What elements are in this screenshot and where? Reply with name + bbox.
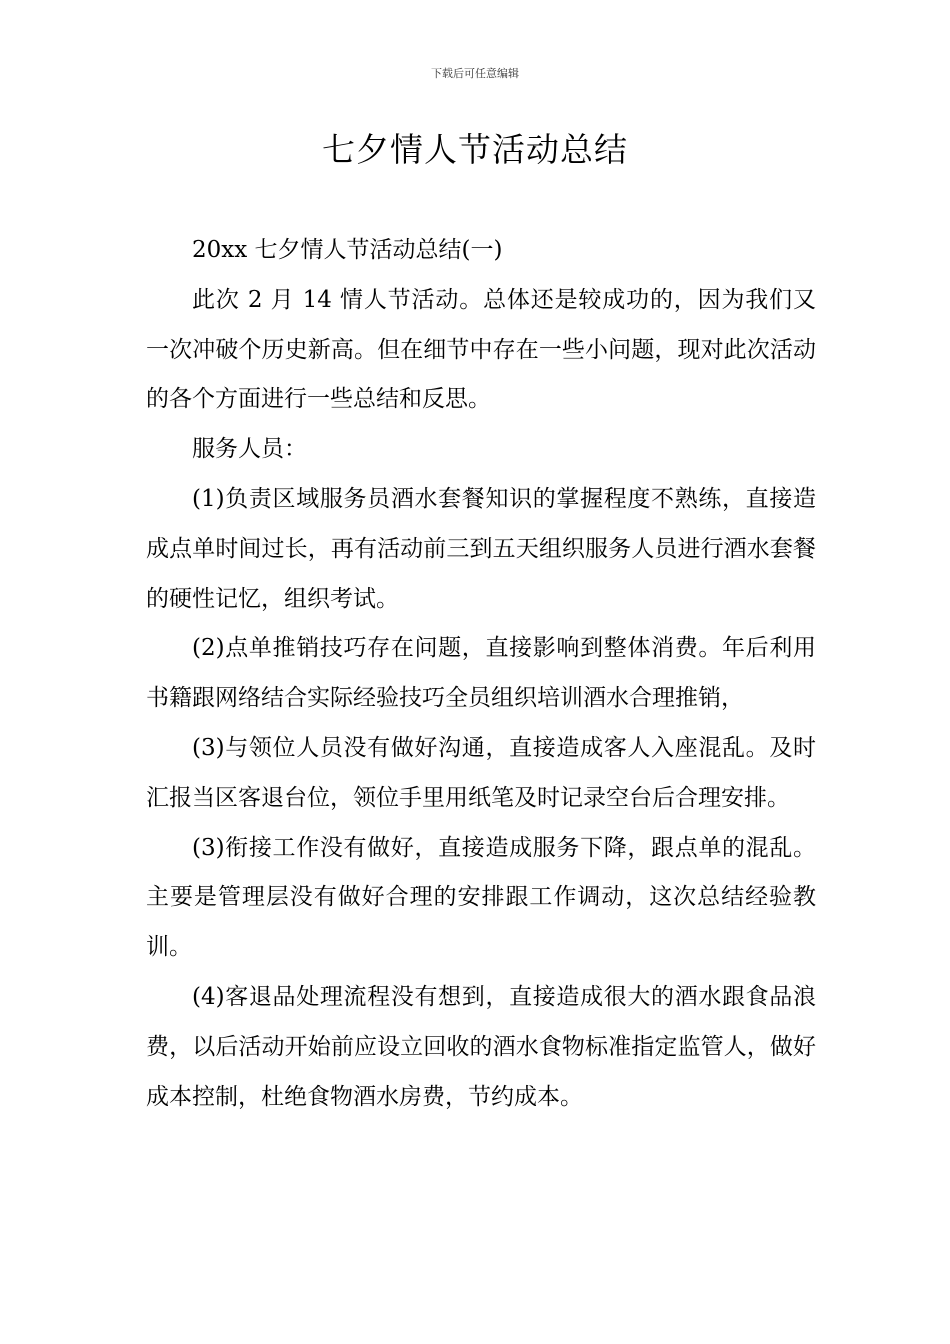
- document-body: [146, 226, 816, 1122]
- paragraph-item: (2)点单推销技巧存在问题，直接影响到整体消费。年后利用书籍跟网络结合实际经验技巧全员组织培训酒水合理推销，: [146, 635, 816, 712]
- paragraph-item: (4)客退品处理流程没有想到，直接造成很大的酒水跟食品浪费，以后活动开始前应设立回收的酒水食物标准指定监管人，做好成本控制，杜绝食物酒水房费，节约成本。: [146, 983, 816, 1110]
- document-title: 七夕情人节活动总结: [322, 130, 628, 169]
- paragraph-subtitle: 20xx 七夕情人节活动总结(一): [192, 237, 503, 263]
- paragraph-item: (1)负责区域服务员酒水套餐知识的掌握程度不熟练，直接造成点单时间过长，再有活动前三到五天组织服务人员进行酒水套餐的硬性记忆，组织考试。: [146, 485, 816, 612]
- paragraph-intro: 此次 2 月 14 情人节活动。总体还是较成功的，因为我们又一次冲破个历史新高。但在细节中存在一些小问题，现对此次活动的各个方面进行一些总结和反思。: [146, 286, 816, 413]
- paragraph-item: (3)与领位人员没有做好沟通，直接造成客人入座混乱。及时汇报当区客退台位，领位手里用纸笔及时记录空台后合理安排。: [146, 734, 816, 811]
- paragraph-item: (3)衔接工作没有做好，直接造成服务下降，跟点单的混乱。主要是管理层没有做好合理的安排跟工作调动，这次总结经验教训。: [146, 834, 816, 961]
- paragraph-section-heading: 服务人员：: [192, 436, 307, 463]
- header-note: 下载后可任意编辑: [431, 67, 519, 80]
